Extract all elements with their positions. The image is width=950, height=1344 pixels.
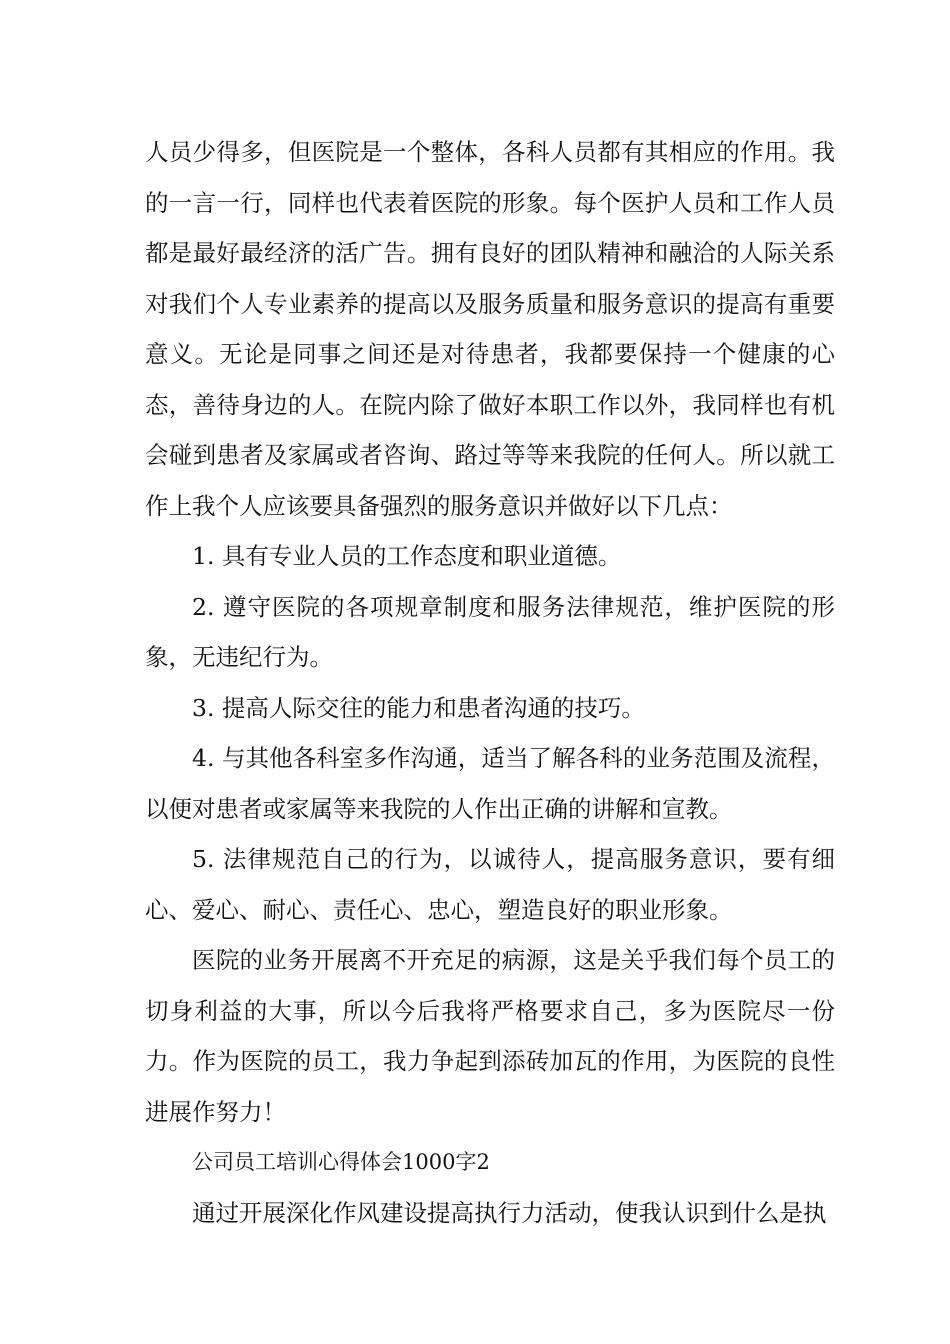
document-body bbox=[145, 127, 835, 1238]
list-item-1: 1. 具有专业人员的工作态度和职业道德。 bbox=[192, 542, 622, 570]
paragraph-continuation: 人员少得多，但医院是一个整体，各科人员都有其相应的作用。我的一言一行，同样也代表着医院的形象。每个医护人员和工作人员都是最好最经济的活广告。拥有良好的团队精神和融洽的人际关系对我们个人专业素养的提高以及服务质量和服务意识的提高有重要意义。无论是同事之间还是对待患者，我都要保持一个健康的心态，善待身边的人。在院内除了做好本职工作以外，我同样也有机会碰到患者及家属或者咨询、路过等等来我院的任何人。所以就工作上我个人应该要具备强烈的服务意识并做好以下几点： bbox=[145, 138, 835, 520]
list-item-2: 2. 遵守医院的各项规章制度和服务法律规范，维护医院的形象，无违纪行为。 bbox=[145, 592, 835, 671]
paragraph-conclusion: 医院的业务开展离不开充足的病源，这是关乎我们每个员工的切身利益的大事，所以今后我将严格要求自己，多为医院尽一份力。作为医院的员工，我力争起到添砖加瓦的作用，为医院的良性进展作努力！ bbox=[145, 946, 835, 1126]
list-item-5: 5. 法律规范自己的行为，以诚待人，提高服务意识，要有细心、爱心、耐心、责任心、忠心，塑造良好的职业形象。 bbox=[145, 845, 835, 924]
section-heading: 公司员工培训心得体会1000字2 bbox=[192, 1150, 490, 1174]
paragraph-next-section: 通过开展深化作风建设提高执行力活动，使我认识到什么是执 bbox=[192, 1198, 827, 1227]
list-item-4: 4. 与其他各科室多作沟通，适当了解各科的业务范围及流程，以便对患者或家属等来我院的人作出正确的讲解和宣教。 bbox=[145, 744, 835, 823]
list-item-3: 3. 提高人际交往的能力和患者沟通的技巧。 bbox=[192, 693, 645, 722]
